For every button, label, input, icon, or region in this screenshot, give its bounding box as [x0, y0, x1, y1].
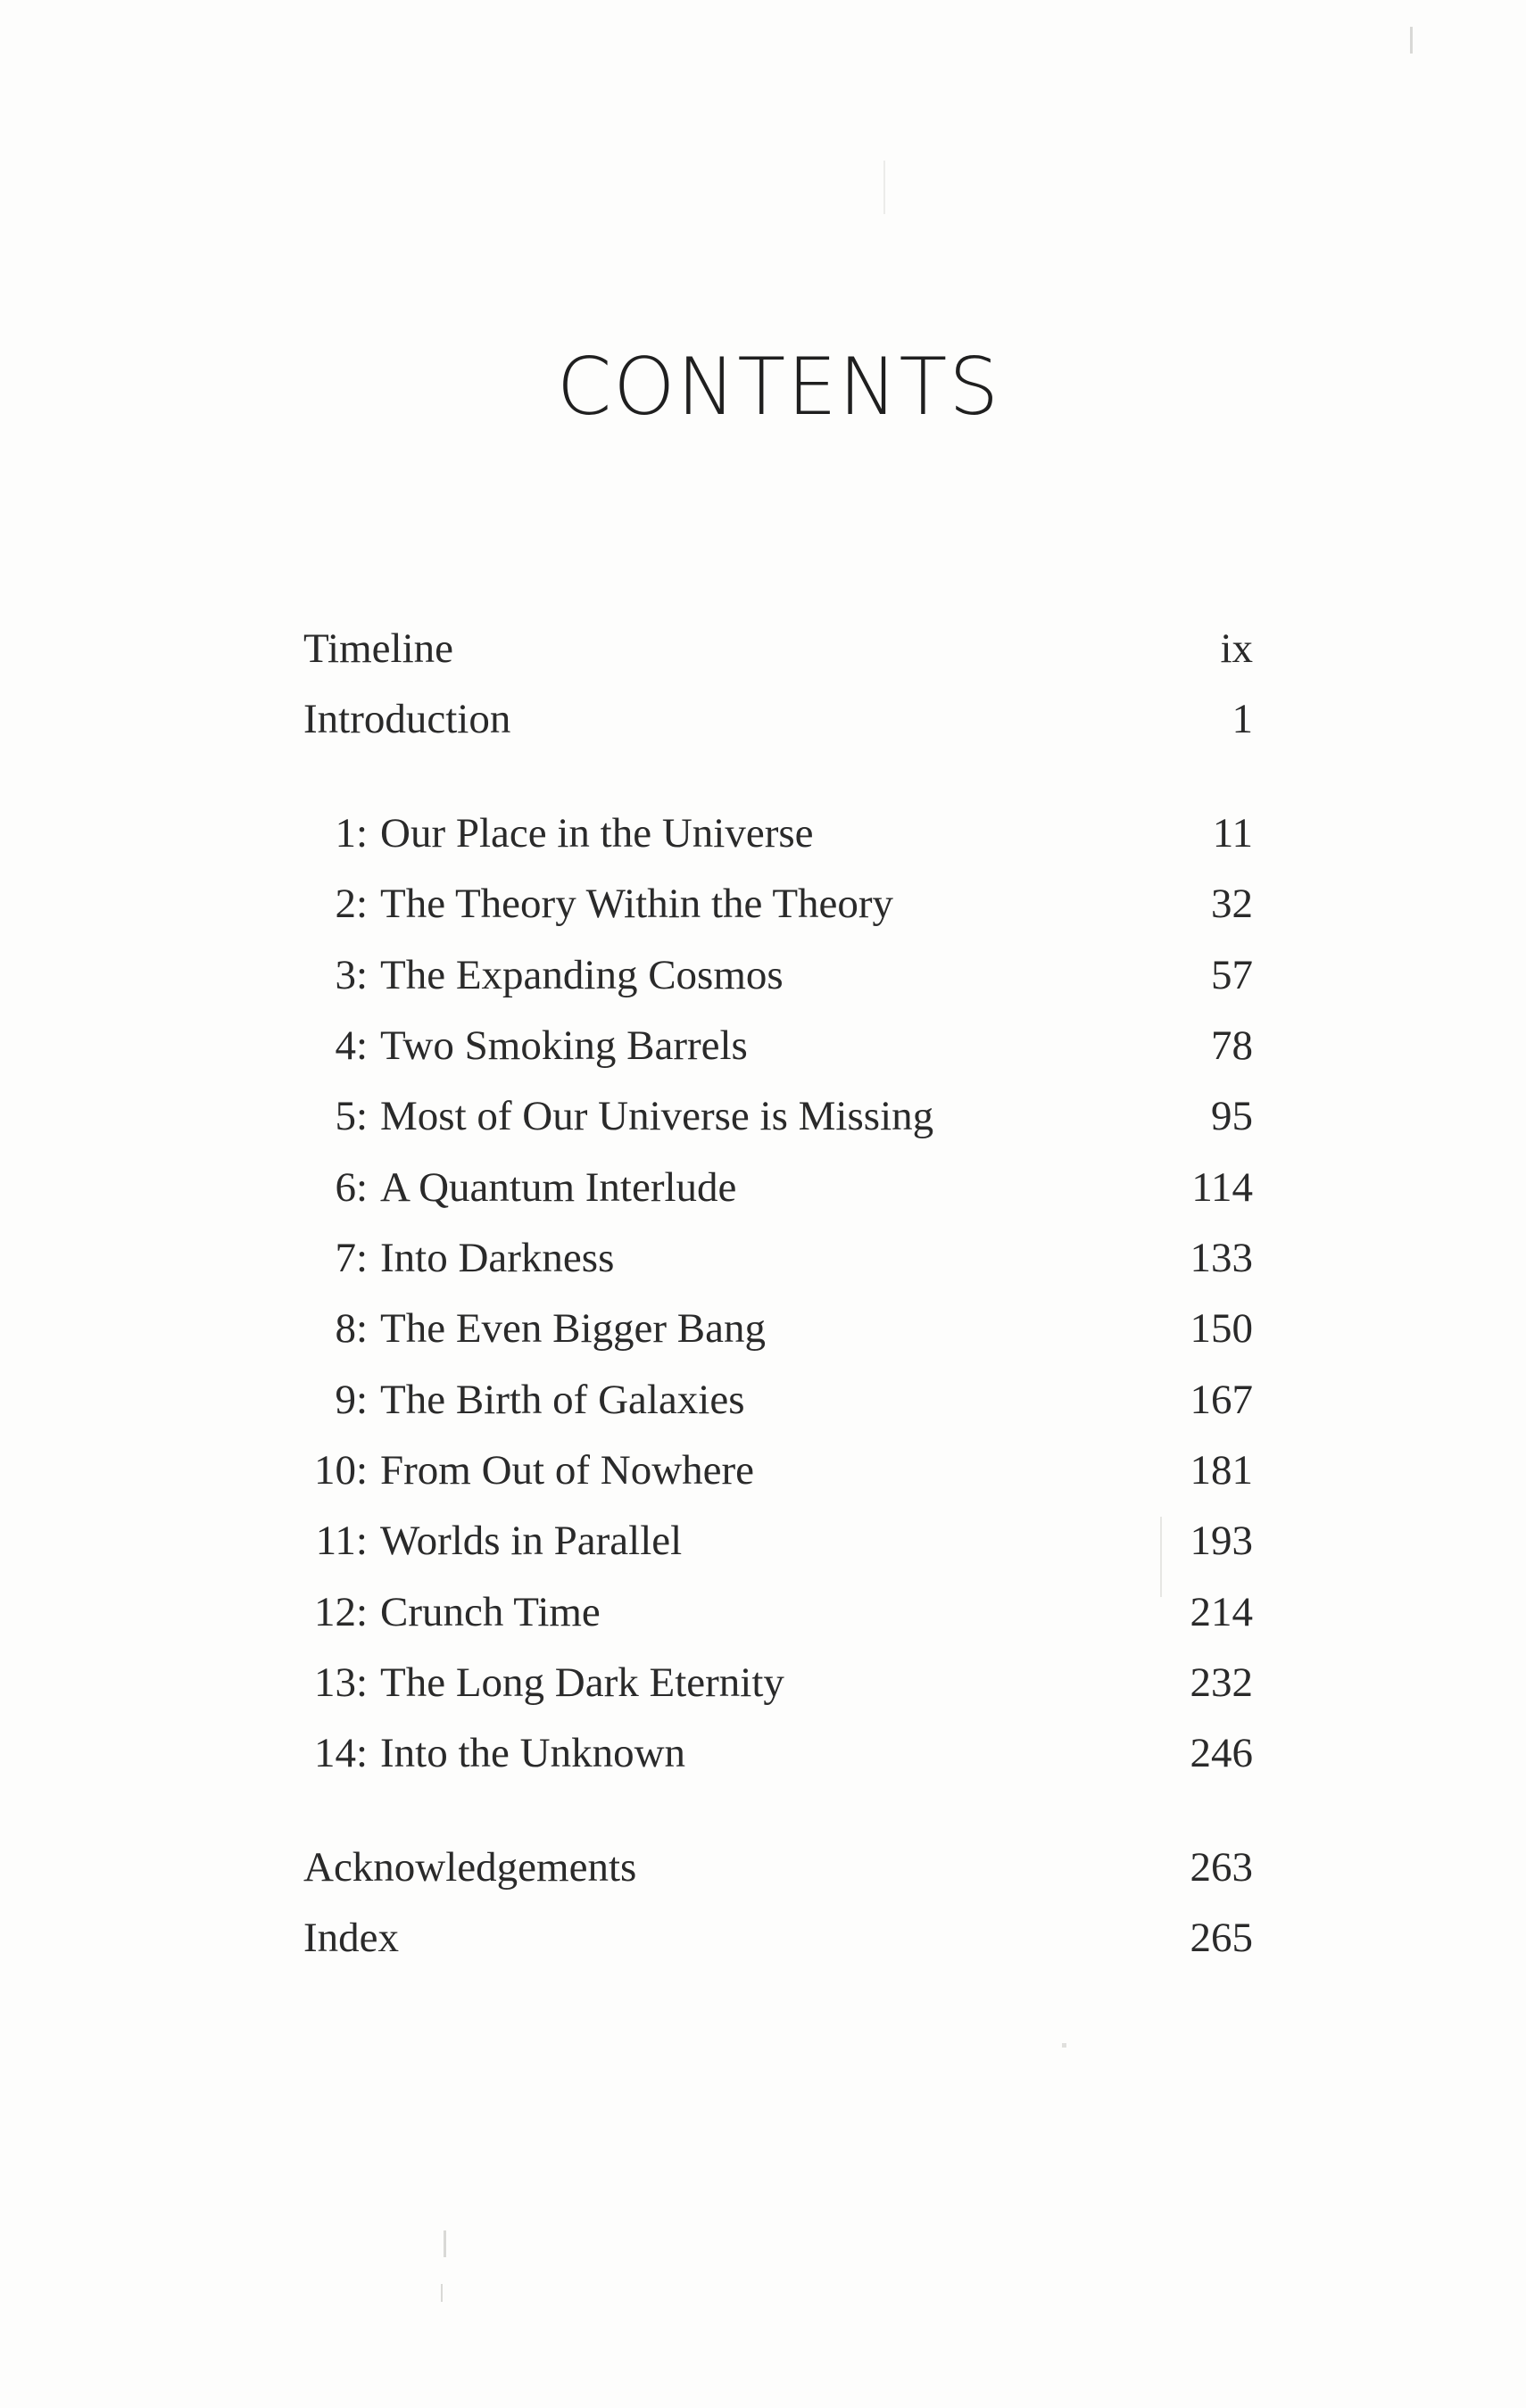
chapter-number: 6:: [335, 1164, 368, 1211]
toc-entry-label: Index: [303, 1915, 400, 1961]
chapter-number: 13:: [313, 1659, 368, 1706]
chapter-number: 14:: [313, 1730, 368, 1776]
chapter-title: The Expanding Cosmos: [380, 952, 784, 998]
chapter-title: The Birth of Galaxies: [380, 1377, 745, 1423]
toc-entry-timeline: [303, 617, 1253, 680]
toc-chapter: [303, 1439, 1253, 1502]
chapter-page: 133: [1190, 1235, 1253, 1281]
chapter-number: 7:: [335, 1235, 368, 1281]
scan-mark: [883, 161, 885, 214]
scan-mark: [1062, 2043, 1066, 2048]
toc-entry-acknowledgements: [303, 1836, 1253, 1899]
chapter-number: 2:: [335, 881, 368, 927]
toc-entry-introduction: [303, 688, 1253, 750]
chapter-number: 12:: [313, 1589, 368, 1635]
chapter-title: A Quantum Interlude: [380, 1164, 737, 1211]
chapter-title: The Theory Within the Theory: [380, 881, 894, 927]
chapter-title: Crunch Time: [380, 1589, 601, 1635]
toc-chapter: [303, 873, 1253, 935]
chapter-page: 167: [1190, 1377, 1253, 1423]
toc-chapter: [303, 1722, 1253, 1784]
chapter-page: 193: [1190, 1518, 1253, 1564]
chapter-number: 5:: [335, 1093, 368, 1139]
toc-entry-page: ix: [1220, 625, 1253, 672]
toc-chapter: [303, 1581, 1253, 1643]
chapter-page: 114: [1191, 1164, 1253, 1211]
toc-chapter: [303, 1510, 1253, 1572]
toc-chapter: [303, 1369, 1253, 1431]
toc-entry-page: 263: [1190, 1844, 1253, 1891]
toc-chapter: [303, 1227, 1253, 1289]
chapter-title: The Long Dark Eternity: [380, 1659, 784, 1706]
chapter-title: Two Smoking Barrels: [380, 1022, 748, 1069]
chapter-page: 95: [1211, 1093, 1253, 1139]
chapter-number: 4:: [335, 1022, 368, 1069]
chapter-title: Into the Unknown: [380, 1730, 686, 1776]
chapter-page: 78: [1211, 1022, 1253, 1069]
chapter-title: Worlds in Parallel: [380, 1518, 683, 1564]
chapter-page: 232: [1190, 1659, 1253, 1706]
toc-entry-label: Acknowledgements: [303, 1844, 637, 1891]
toc-chapter: [303, 802, 1253, 865]
toc-chapter: [303, 1085, 1253, 1147]
chapter-title: Into Darkness: [380, 1235, 615, 1281]
toc-entry-label: Timeline: [303, 625, 454, 672]
toc-chapter: [303, 1651, 1253, 1714]
toc-chapter: [303, 1297, 1253, 1360]
chapter-page: 181: [1190, 1447, 1253, 1494]
scan-mark: [444, 2230, 446, 2257]
scan-mark: [441, 2284, 443, 2302]
toc-entry-label: Introduction: [303, 696, 511, 742]
chapter-title: The Even Bigger Bang: [380, 1305, 767, 1352]
toc-chapter: [303, 1156, 1253, 1219]
chapter-page: 246: [1190, 1730, 1253, 1776]
chapter-title: From Out of Nowhere: [380, 1447, 755, 1494]
toc-entry-page: 1: [1232, 696, 1253, 742]
toc-entry-page: 265: [1190, 1915, 1253, 1961]
chapter-page: 57: [1211, 952, 1253, 998]
chapter-page: 214: [1190, 1589, 1253, 1635]
chapter-number: 11:: [315, 1518, 368, 1564]
chapter-number: 1:: [335, 810, 368, 856]
chapter-number: 9:: [335, 1377, 368, 1423]
chapter-number: 8:: [335, 1305, 368, 1352]
chapter-title: Our Place in the Universe: [380, 810, 814, 856]
chapter-number: 3:: [335, 952, 368, 998]
toc-chapter: [303, 1014, 1253, 1077]
chapter-number: 10:: [313, 1447, 368, 1494]
chapter-page: 11: [1212, 810, 1253, 856]
chapter-page: 150: [1190, 1305, 1253, 1352]
page-title: CONTENTS: [556, 341, 1001, 433]
scan-mark: [1410, 27, 1413, 54]
chapter-title: Most of Our Universe is Missing: [380, 1093, 934, 1139]
chapter-page: 32: [1211, 881, 1253, 927]
scan-mark: [1160, 1517, 1162, 1597]
toc-chapter: [303, 944, 1253, 1006]
toc-entry-index: [303, 1907, 1253, 1969]
